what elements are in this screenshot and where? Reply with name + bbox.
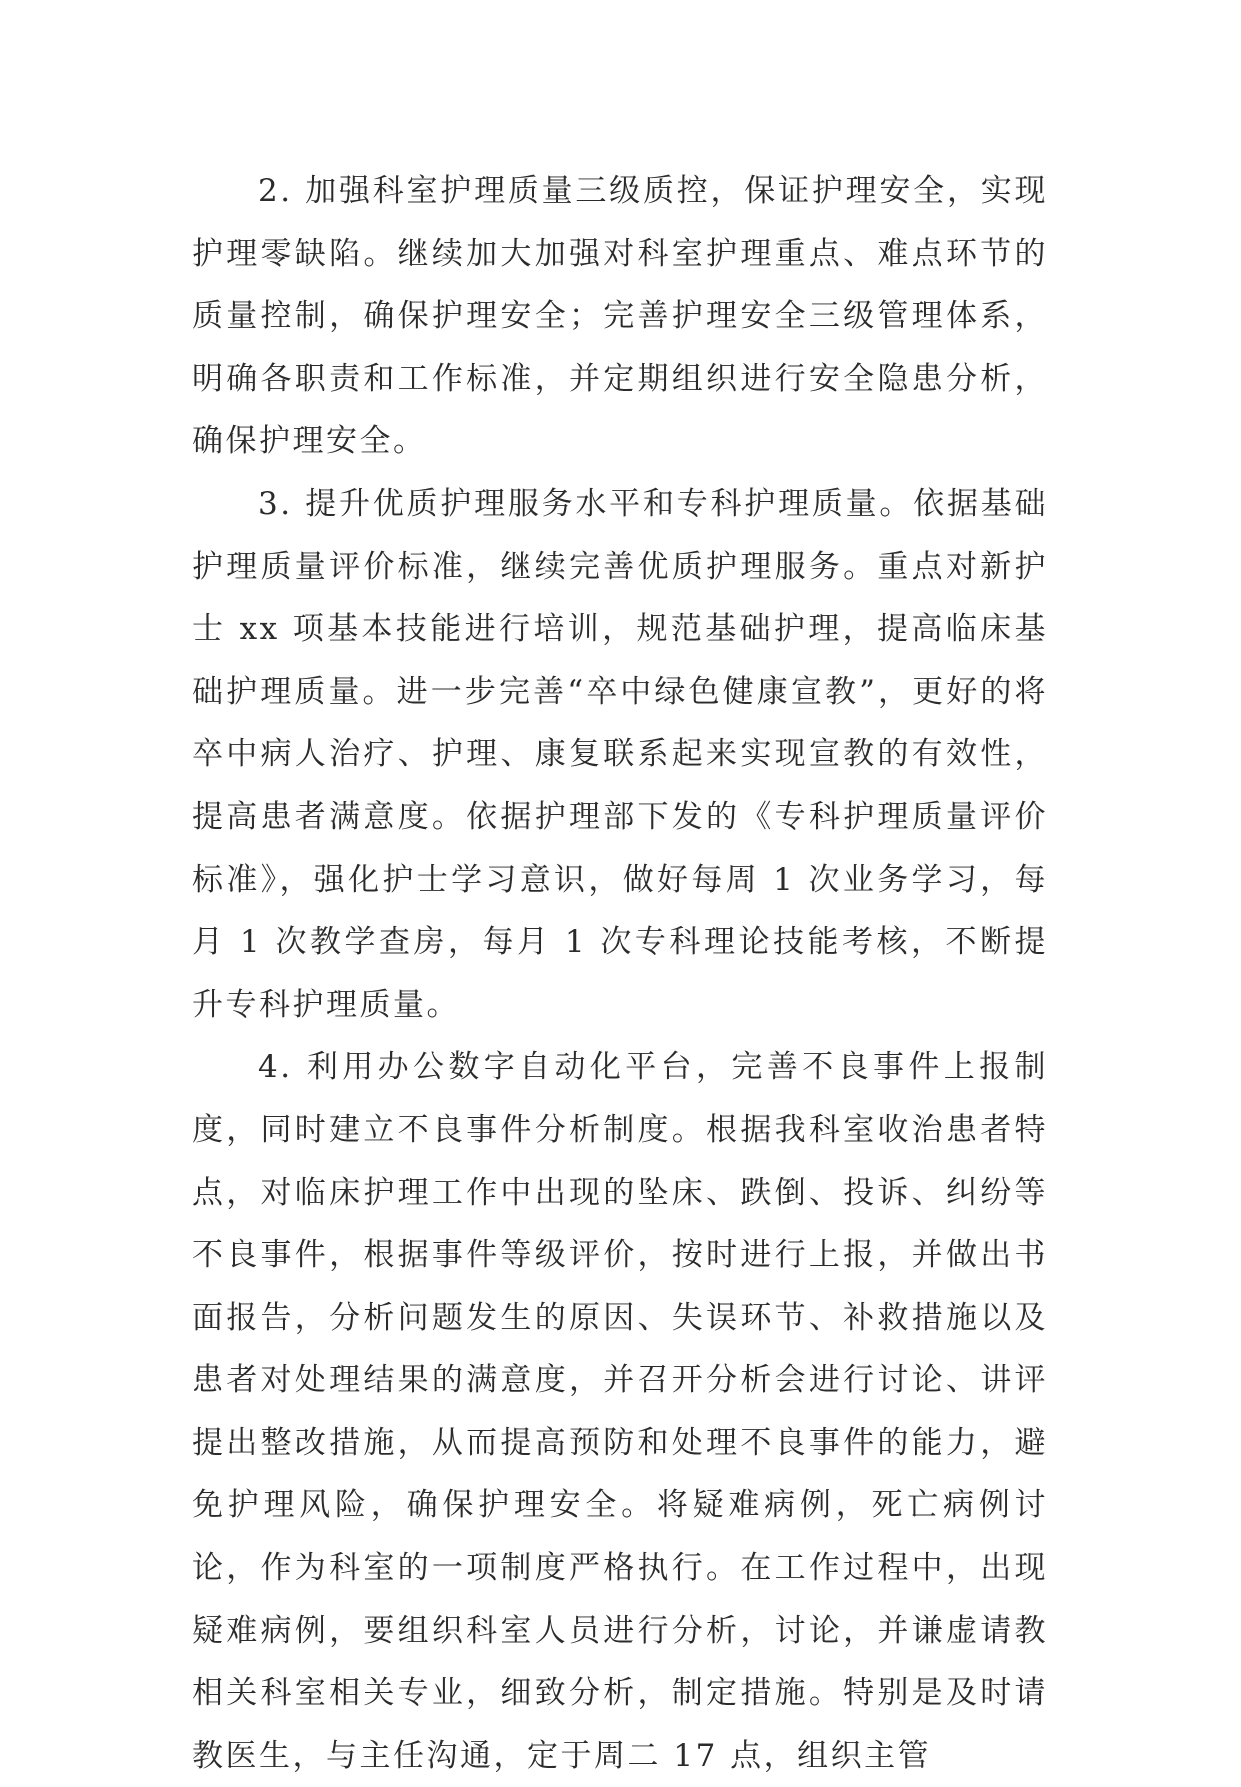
paragraph-item-2: 2. 加强科室护理质量三级质控，保证护理安全，实现护理零缺陷。继续加大加强对科室护理重点、难点环节的质量控制，确保护理安全；完善护理安全三级管理体系，明确各职责和工作标准，并定期组织进行安全隐患分析，确保护理安全。 [192, 173, 1048, 460]
paragraph-item-3: 3. 提升优质护理服务水平和专科护理质量。依据基础护理质量评价标准，继续完善优质护理服务。重点对新护士 xx 项基本技能进行培训，规范基础护理，提高临床基础护理质量。进一步完善“卒中绿色健康宣教”，更好的将卒中病人治疗、护理、康复联系起来实现宣教的有效性，提高患者满意度。依据护理部下发的《专科护理质量评价标准》，强化护士学习意识，做好每周 1 次业务学习，每月 1 次教学查房，每月 1 次专科理论技能考核，不断提升专科护理质量。 [192, 485, 1048, 1023]
paragraph-item-4: 4. 利用办公数字自动化平台，完善不良事件上报制度，同时建立不良事件分析制度。根据我科室收治患者特点，对临床护理工作中出现的坠床、跌倒、投诉、纠纷等不良事件，根据事件等级评价，按时进行上报，并做出书面报告，分析问题发生的原因、失误环节、补救措施以及患者对处理结果的满意度，并召开分析会进行讨论、讲评提出整改措施，从而提高预防和处理不良事件的能力，避免护理风险，确保护理安全。将疑难病例，死亡病例讨论，作为科室的一项制度严格执行。在工作过程中，出现疑难病例，要组织科室人员进行分析，讨论，并谦虚请教相关科室相关专业，细致分析，制定措施。特别是及时请教医生，与主任沟通，定于周二 17 点，组织主管 [192, 1049, 1048, 1774]
document-body [192, 160, 1048, 1787]
